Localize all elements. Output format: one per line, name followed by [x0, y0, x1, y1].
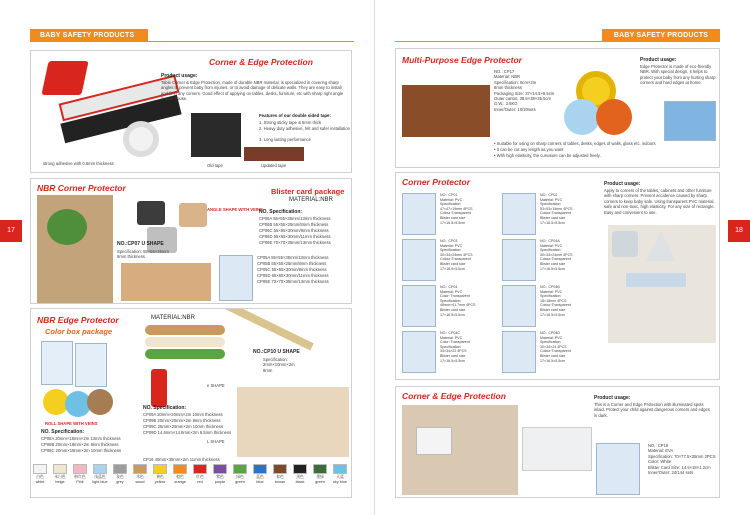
- spec-cp05d: CP05D 65×65×30mm/11mm thickness: [257, 273, 329, 278]
- spec-cp05e: CP05E 70×70×35mm/13mm thickness: [257, 279, 329, 284]
- color-chip: [113, 464, 127, 474]
- color-name-cn: 黄色: [156, 475, 164, 479]
- color-box-image-1: [41, 341, 73, 385]
- corner-edge-usage-heading: Product usage:: [161, 73, 198, 79]
- color-chip: [293, 464, 307, 474]
- orange-roll-image: [596, 99, 632, 135]
- color-swatch: [130, 464, 150, 486]
- glow-usage-heading: Product usage:: [594, 395, 631, 401]
- package-image: [664, 101, 716, 141]
- old-tape-photo: [191, 113, 241, 157]
- clear-guard-image-1: [612, 231, 638, 257]
- corner-guard-black-image: [137, 201, 165, 225]
- color-chip: [153, 464, 167, 474]
- spec-cp09c: CP09C 25mm×25mm×2m 10mm thickness: [143, 424, 224, 429]
- corner-protector-spec: NO.: CP04D Material: PVC Specification: 30×34×24 4PCS Colour:Transparent Blister card size 17×16.5×5.5cm: [540, 331, 571, 363]
- glow-usage-text: This is a Corner and Edge Protection with illuminated spots inlaid. Protect your child against dangerous corners and edges in dark.: [594, 402, 710, 418]
- color-chip: [33, 464, 47, 474]
- color-swatch: [270, 464, 290, 486]
- corner-protector-spec: NO.: CP01 Material: PVC Specification: 47×47×19mm 4PCS Colour:Transparent Blister card size 17×16.5×5.5cm: [440, 193, 473, 225]
- nbr-edge-spec-heading: NO. Specification:: [143, 405, 187, 411]
- angle-shape-label: ANGLE SHAPE WITH VEINS: [207, 207, 263, 212]
- left-header-rule: [30, 41, 354, 42]
- multi-edge-usage-text: Edge Protector is made of eco-friendly NBR. With special design, it helps to protect your baby from any hurting sharp corners and hard edges at home.: [640, 64, 716, 86]
- multi-edge-bullet-1: • Suitable for using on sharp corners of tables, desks, edges of walls, glass etc. indoors: [494, 141, 656, 146]
- edge-strip-green-image: [145, 349, 225, 359]
- table-edge-photo: [237, 387, 349, 457]
- spec-cp06a: CP06A 55×55×35mm/13mm thickness: [259, 216, 331, 221]
- e-shape-label: e SHAPE: [207, 383, 225, 388]
- spec-cp16: CP16 40mm×35mm×2m 11mm thickness: [143, 457, 220, 462]
- corner-edge-glow-panel: [395, 386, 720, 498]
- caption-strong-adhesive: strong adhesive with 0.5mm thickness: [43, 161, 114, 166]
- color-name-en: green: [315, 480, 325, 484]
- roll-shape-label: ROLL SHAPE WITH VEINS: [45, 421, 98, 426]
- color-swatch: [50, 464, 70, 486]
- color-chip: [333, 464, 347, 474]
- color-name-en: beige: [55, 480, 65, 484]
- corner-protector-card-image: [502, 285, 536, 327]
- color-swatch: [90, 464, 110, 486]
- color-name-cn: 蓝色: [256, 475, 264, 479]
- nbr-edge-subtitle: Color box package: [45, 327, 113, 336]
- spec-cp05c: CP05C 55×55×30mm/8mm thickness: [257, 267, 327, 272]
- corner-guard-pile-image: [121, 263, 211, 301]
- color-chip: [193, 464, 207, 474]
- corner-protector-usage-heading: Product usage:: [604, 181, 641, 187]
- edge-strip-beige-image: [145, 337, 225, 347]
- color-swatch-row: [30, 464, 350, 486]
- red-corner-guard-image: [41, 61, 88, 95]
- color-chip: [213, 464, 227, 474]
- multi-edge-panel: [395, 48, 720, 168]
- edge-strip-wood-image: [145, 325, 225, 335]
- color-name-cn: 粉红色: [74, 475, 86, 479]
- color-box-image-2: [75, 343, 107, 387]
- spec-cp06d: CP06D 65×65×30mm/11mm thickness: [259, 234, 331, 239]
- color-name-en: yellow: [154, 480, 166, 484]
- roll-spec-heading: NO. Specification:: [41, 429, 85, 435]
- corner-protector-card-image: [402, 285, 436, 327]
- color-name-en: purple: [214, 480, 226, 484]
- corner-edge-title: Corner & Edge Protection: [209, 57, 313, 67]
- corner-protector-spec: NO.: CP04A Material: PVC Specification: 30×34×24mm 4PCS Colour:Transparent Blister card size 17×16.5×5.5cm: [540, 239, 573, 271]
- color-swatch: [210, 464, 230, 486]
- color-swatch: [250, 464, 270, 486]
- caption-updated-tape: Updated tape: [261, 163, 287, 168]
- nbr-corner-spec-heading: NO. Specification:: [259, 209, 303, 215]
- edge-strip-diagonal-image: [220, 308, 313, 351]
- corner-protector-card-image: [502, 239, 536, 281]
- color-chip: [253, 464, 267, 474]
- color-name-en: blue: [256, 480, 264, 484]
- color-name-en: black: [295, 480, 305, 484]
- multi-edge-bullet-2: • It can be cut any length as you want: [494, 147, 564, 152]
- plant-image: [47, 209, 87, 245]
- spec-cp08b: CP08B 20mm×18mm×2m 8mm thickness: [41, 442, 119, 447]
- color-name-en: wood: [135, 480, 145, 484]
- corner-protector-card-image: [402, 331, 436, 373]
- feature-1: 1. Strong sticky tape & 5mm thick: [259, 120, 322, 125]
- corner-protector-spec: NO.: CP04B Material: PVC Specification: 18×18mm 4PCS Colour:Transparent Blister card size 17×16.5×5.5cm: [540, 285, 571, 317]
- color-name-cn: 灰色: [116, 475, 124, 479]
- wood-edge-photo: [402, 85, 490, 137]
- color-swatch: [230, 464, 250, 486]
- nbr-corner-subtitle: Blister card package: [271, 187, 345, 196]
- color-chip: [93, 464, 107, 474]
- spec-cp05b: CP05B 55×55×25mm/8mm thickness: [257, 261, 327, 266]
- color-name-cn: 绿色: [236, 475, 244, 479]
- l-shape-label: L SHAPE: [207, 439, 225, 444]
- spec-cp09b: CP09B 20mm×20mm×2m 8mm thickness: [143, 418, 221, 423]
- corner-protector-spec: NO.: CP04C Material: PVC Color: Transparent Specification: 34×34×22 4PCS Blister card size 17×16.5×5.5cm: [440, 331, 470, 363]
- corner-guard-beige-image: [179, 203, 207, 227]
- corner-protector-usage-text: Apply to corners of the tables, cabinets and other furniture with sharp corners. Prevent accidence caused by sharp corners to keep baby safe. Using transparent PVC material, safe and non-toxic, high elasticity. For any size of rectangle. Easy and convenient to use.: [604, 188, 715, 215]
- spec-cp09d: CP09D 14.6mm×14.6mm×2m 6.5mm thickness: [143, 430, 232, 435]
- color-name-en: Pink: [76, 480, 84, 484]
- color-name-cn: 红色: [196, 475, 204, 479]
- roll-brown-image: [87, 389, 113, 415]
- right-header-rule: [395, 41, 720, 42]
- color-swatch: [190, 464, 210, 486]
- caption-old-tape: Old tape: [207, 163, 223, 168]
- table-top-image: [626, 273, 686, 287]
- spec-cp05a: CP05A 55×55×35mm/13mm thickness: [257, 255, 329, 260]
- nbr-corner-material: MATERIAL:NBR: [289, 197, 333, 203]
- color-name-cn: 紫色: [216, 475, 224, 479]
- corner-protector-spec: NO.: CP02 Material: PVC Specification: 53×53×19mm 4PCS Colour:Transparent Blister card size 17×16.5×5.5cm: [540, 193, 573, 225]
- color-name-cn: 白色: [36, 475, 44, 479]
- multi-edge-title: Multi-Purpose Edge Protector: [402, 55, 522, 65]
- color-chip: [73, 464, 87, 474]
- foam-roll-image: [123, 121, 159, 157]
- color-swatch: [30, 464, 50, 486]
- color-swatch: [150, 464, 170, 486]
- multi-edge-model: NO.: CP17 Material: NBR Specification: 8cm×2m 8mm thickness Packaging Size: 37×14.5×8.5cm Outer carton: 38.5×38×35.5cm G.W.: 3.8KG Inner/Outer: 10/20sets: [494, 69, 555, 112]
- color-chip: [173, 464, 187, 474]
- u-shape-edge-model: NO.:CP10 U SHAPE: [253, 349, 300, 355]
- corner-protector-spec: NO.: CP04 Material: PVC Color: Transparent Specification: 48mm×41.7mm 4PCS Blister card size 17×16.5×5.5cm: [440, 285, 476, 317]
- color-chip: [133, 464, 147, 474]
- corner-edge-panel: [30, 50, 352, 173]
- corner-edge-usage-text: Tabie Corner & Edge Protection, made of durable NBR material, is specialized in covering sharp angles to prevent baby from injuries, or to avoid damage of delicate walls. They are easy to install and fit in any corners. Good effect of applying on tables, desks, furniture, etc with sharp right angle in your house.: [161, 80, 344, 102]
- updated-tape-photo: [244, 147, 304, 161]
- u-shape-spec: Specification: 55×55×35mm 8mm thickness: [117, 249, 169, 260]
- color-swatch: [70, 464, 90, 486]
- spec-cp06b: CP06B 55×55×25mm/8mm thickness: [259, 222, 329, 227]
- multi-edge-usage-heading: Product usage:: [640, 57, 677, 63]
- spec-cp06e: CP06E 70×70×35mm/13mm thickness: [259, 240, 331, 245]
- corner-protector-card-image: [502, 331, 536, 373]
- feature-3: 3. Long lasting performance: [259, 137, 311, 142]
- color-name-en: white: [35, 480, 45, 484]
- color-name-en: sky blue: [333, 480, 347, 484]
- color-name-en: green: [235, 480, 245, 484]
- spec-cp08c: CP08C 20mm×18mm×2m 10mm thickness: [41, 448, 122, 453]
- corner-edge-glow-title: Corner & Edge Protection: [402, 391, 506, 401]
- right-header: BABY SAFETY PRODUCTS: [602, 29, 720, 42]
- feature-2: 2. Heavy duty adhesive, felt and safer installation: [259, 126, 351, 131]
- nbr-corner-title: NBR Corner Protector: [37, 183, 126, 193]
- color-chip: [233, 464, 247, 474]
- glow-corner-guard-image: [416, 427, 452, 455]
- color-name-cn: 墨绿: [316, 475, 324, 479]
- blister-card-image: [219, 255, 253, 301]
- color-name-cn: 米白色: [54, 475, 66, 479]
- color-name-cn: 天蓝: [336, 475, 344, 479]
- e-shape-red-image: [151, 369, 167, 407]
- corner-protector-card-image: [402, 239, 436, 281]
- u-shape-model: NO.:CP07 U SHAPE: [117, 241, 164, 247]
- spec-cp06c: CP06C 55×55×30mm/8mm thickness: [259, 228, 329, 233]
- color-name-cn: 橙色: [176, 475, 184, 479]
- color-swatch: [330, 464, 350, 486]
- color-chip: [53, 464, 67, 474]
- right-page: [375, 0, 750, 515]
- multi-edge-bullet-3: • With high elasticity, the curvature can be adjusted freely.: [494, 153, 601, 158]
- color-name-cn: 棕色: [276, 475, 284, 479]
- color-name-en: brown: [274, 480, 286, 484]
- color-swatch: [290, 464, 310, 486]
- color-chip: [273, 464, 287, 474]
- color-name-cn: 浅蓝色: [94, 475, 106, 479]
- nbr-edge-title: NBR Edge Protector: [37, 315, 119, 325]
- glow-model: NO.: CP19 Material: EVA Specification: 70×77.5×35mm 2PCS Color: White Blister Card Size: 14.5×18×1.2cm Inner/Outer: 24/144 sets: [648, 443, 716, 476]
- color-chip: [313, 464, 327, 474]
- glow-card-image: [596, 443, 640, 495]
- corner-protector-panel: [395, 172, 720, 380]
- corner-protector-card-image: [402, 193, 436, 235]
- color-swatch: [110, 464, 130, 486]
- right-page-number: 18: [728, 220, 750, 242]
- color-name-en: orange: [174, 480, 186, 484]
- spec-cp09a: CP09A 20mm×20mm×2m 10mm thickness: [143, 412, 223, 417]
- nbr-edge-material: MATERIAL:NBR: [151, 315, 195, 321]
- color-name-en: light blue: [92, 480, 108, 484]
- color-name-en: red: [197, 480, 203, 484]
- color-swatch: [310, 464, 330, 486]
- color-name-cn: 木色: [136, 475, 144, 479]
- color-name-en: grey: [116, 480, 124, 484]
- spec-cp08a: CP08A 20mm×18mm×2m 13mm thickness: [41, 436, 121, 441]
- left-page-number: 17: [0, 220, 22, 242]
- u-shape-edge-spec: Specification: 2mm×10mm×2m 8mm: [263, 357, 295, 373]
- blue-roll-image: [564, 99, 600, 135]
- color-name-cn: 黑色: [296, 475, 304, 479]
- color-swatch: [170, 464, 190, 486]
- corner-protector-card-image: [502, 193, 536, 235]
- corner-protector-title: Corner Protector: [402, 177, 471, 187]
- left-header: BABY SAFETY PRODUCTS: [30, 29, 148, 42]
- features-heading: Features of our double sided tape:: [259, 113, 331, 118]
- nbr-corner-panel: [30, 178, 352, 304]
- corner-protector-spec: NO.: CP03 Material: PVC Specification: 30×34×24mm 4PCS Colour:Transparent Blister card size 17×16.5×5.5cm: [440, 239, 473, 271]
- glow-piece-image: [522, 427, 592, 471]
